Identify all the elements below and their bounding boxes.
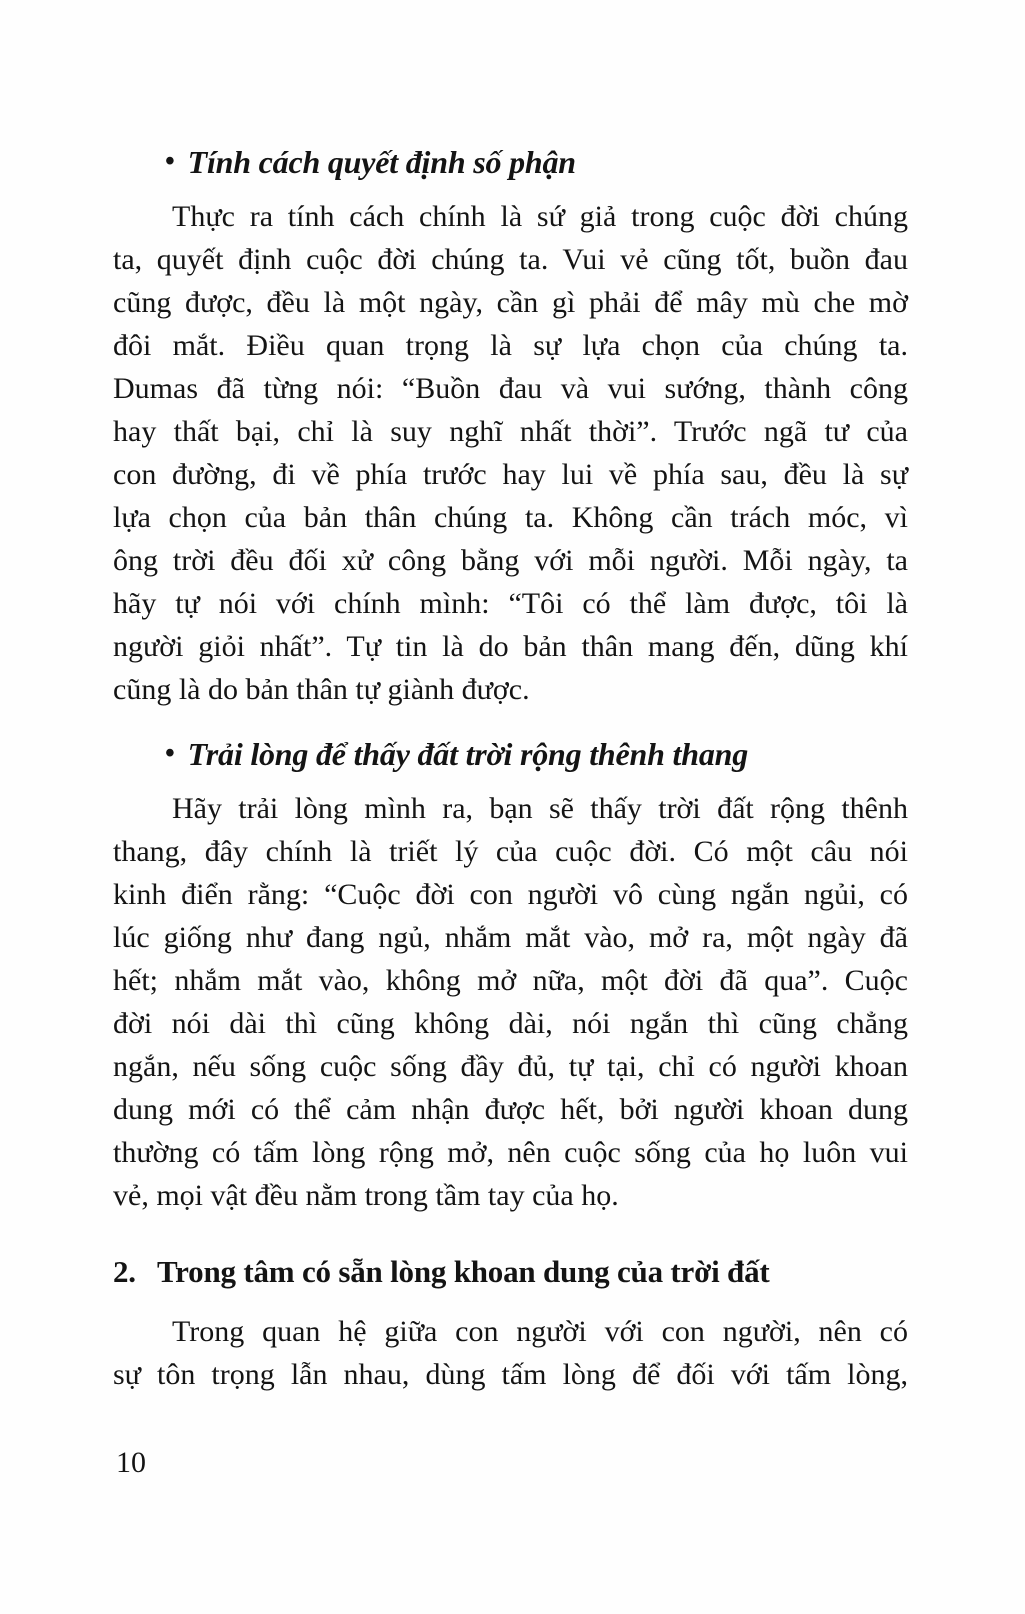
text-line: hãy tự nói với chính mình: “Tôi có thể làm được, tôi là [113, 587, 908, 620]
text-line: cũng được, đều là một ngày, cần gì phải để mây mù che mờ [113, 286, 908, 319]
text-line: Dumas đã từng nói: “Buồn đau và vui sướng, thành công [113, 372, 908, 405]
heading-text: Tính cách quyết định số phận [187, 144, 576, 180]
paragraph [113, 787, 908, 1217]
text-line: cũng là do bản thân tự giành được. [113, 673, 530, 706]
heading-number: 2. [113, 1254, 136, 1289]
bullet-icon: • [165, 738, 175, 769]
page-content [113, 140, 908, 1396]
text-line: sự tôn trọng lẫn nhau, dùng tấm lòng để đối với tấm lòng, [113, 1358, 908, 1391]
heading-text: Trải lòng để thấy đất trời rộng thênh thang [187, 736, 749, 772]
text-line: lúc giống như đang ngủ, nhắm mắt vào, mở ra, một ngày đã [113, 921, 908, 954]
text-line: con đường, đi về phía trước hay lui về phía sau, đều là sự [113, 458, 908, 491]
text-line: dung mới có thể cảm nhận được hết, bởi người khoan dung [113, 1093, 908, 1126]
text-line: ngắn, nếu sống cuộc sống đầy đủ, tự tại, chỉ có người khoan [113, 1050, 908, 1083]
text-line: ta, quyết định cuộc đời chúng ta. Vui vẻ cũng tốt, buồn đau [113, 243, 908, 276]
paragraph [113, 1310, 908, 1396]
heading-text: Trong tâm có sẵn lòng khoan dung của trời đất [157, 1254, 770, 1289]
text-line: lựa chọn của bản thân chúng ta. Không cần trách móc, vì [113, 501, 908, 534]
bullet-heading [113, 140, 908, 187]
text-line: hết; nhắm mắt vào, không mở nữa, một đời đã qua”. Cuộc [113, 964, 908, 997]
text-line: đời nói dài thì cũng không dài, nói ngắn thì cũng chẳng [113, 1007, 908, 1040]
text-line: hay thất bại, chỉ là suy nghĩ nhất thời”. Trước ngã tư của [113, 415, 908, 448]
bullet-icon: • [165, 146, 175, 177]
text-line: Thực ra tính cách chính là sứ giả trong cuộc đời chúng [172, 200, 908, 233]
text-line: người giỏi nhất”. Tự tin là do bản thân mang đến, dũng khí [113, 630, 908, 663]
text-line: ông trời đều đối xử công bằng với mỗi người. Mỗi ngày, ta [113, 544, 908, 577]
text-line: thường có tấm lòng rộng mở, nên cuộc sống của họ luôn vui [113, 1136, 908, 1169]
page-number-label: 10 [116, 1446, 146, 1479]
text-line: kinh điển rằng: “Cuộc đời con người vô cùng ngắn ngủi, có [113, 878, 908, 911]
text-line: Trong quan hệ giữa con người với con người, nên có [172, 1315, 908, 1348]
text-line: Hãy trải lòng mình ra, bạn sẽ thấy trời đất rộng thênh [172, 792, 908, 825]
text-line: đôi mắt. Điều quan trọng là sự lựa chọn của chúng ta. [113, 329, 908, 362]
numbered-heading [113, 1249, 908, 1294]
text-line: thang, đây chính là triết lý của cuộc đời. Có một câu nói [113, 835, 908, 868]
text-line: vẻ, mọi vật đều nằm trong tầm tay của họ. [113, 1179, 619, 1212]
bullet-heading [113, 732, 908, 779]
paragraph [113, 195, 908, 711]
